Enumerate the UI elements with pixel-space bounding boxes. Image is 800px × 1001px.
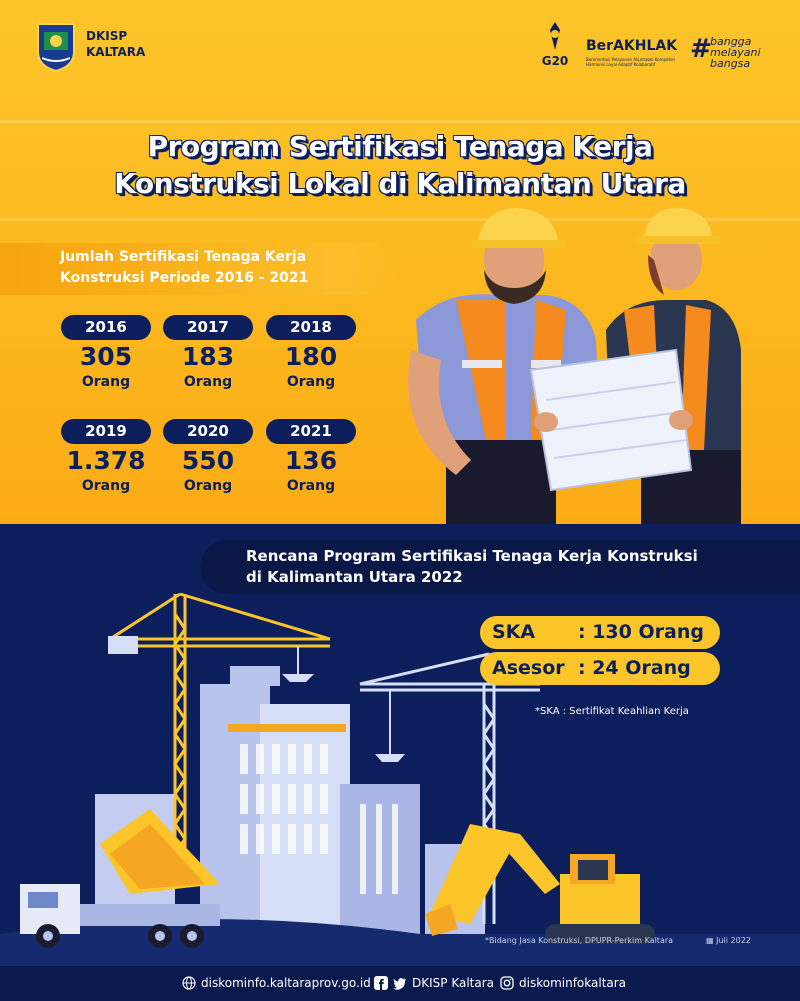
unit-label: Orang [286,374,336,390]
brand-line-2: KALTARA [86,45,146,59]
bangga-line-3: bangsa [710,57,751,70]
bottom-section [0,524,800,966]
year-badge-2020: 2020 [163,419,253,444]
unit-label: Orang [81,478,131,494]
asesor-value: : 24 Orang [578,657,691,679]
facebook-icon [374,976,388,990]
decor-band [0,120,800,123]
value-2016: 305 [79,342,133,371]
instagram-icon [500,976,514,990]
ska-value: : 130 Orang [578,621,704,643]
unit-label: Orang [183,374,233,390]
bangga-line-2: melayani [710,46,761,59]
year-badge-2019: 2019 [61,419,151,444]
date-note [706,936,751,945]
asesor-label: Asesor [492,657,565,679]
title-line-2: Konstruksi Lokal di Kalimantan Utara [114,167,686,200]
stats-heading-line-2: Konstruksi Periode 2016 - 2021 [60,270,309,286]
ska-target-pill [480,616,720,649]
value-2021: 136 [284,446,338,475]
g20-text: G20 [541,54,569,68]
year-badge-2018: 2018 [266,315,356,340]
plan-heading-line-2: di Kalimantan Utara 2022 [246,568,463,586]
footer-instagram[interactable] [500,976,626,990]
date-text: Juli 2022 [716,936,751,945]
brand-line-1: DKISP [86,29,128,43]
bangga-melayani-logo [690,32,775,72]
value-2019: 1.378 [66,446,146,475]
value-2020: 550 [181,446,235,475]
twitter-icon [393,976,407,990]
footer [0,966,800,1001]
unit-label: Orang [81,374,131,390]
unit-label: Orang [286,478,336,494]
footer-social[interactable] [374,976,494,990]
value-2017: 183 [181,342,235,371]
year-badge-2016: 2016 [61,315,151,340]
footer-website[interactable] [182,976,371,990]
social-text: DKISP Kaltara [412,976,495,990]
year-badge-2021: 2021 [266,419,356,444]
brand-name [86,28,145,60]
hash-icon: # [690,34,712,64]
calendar-icon: ▦ [706,936,717,945]
g20-logo [538,20,572,76]
year-badge-2017: 2017 [163,315,253,340]
berakhlak-tagline: Berorientasi Pelayanan Akuntabel Kompeten Harmonis Loyal Adaptif Kolaboratif [586,57,676,67]
value-2018: 180 [284,342,338,371]
berakhlak-logo: BerAKHLAK [586,38,678,54]
title-line-1: Program Sertifikasi Tenaga Kerja [147,130,653,163]
instagram-text: diskominfokaltara [519,976,627,990]
stats-heading-line-1: Jumlah Sertifikasi Tenaga Kerja [60,249,307,265]
bangga-line-1: bangga [710,35,752,48]
bangga-text [710,36,761,69]
unit-label: Orang [183,478,233,494]
stats-heading [0,243,400,295]
plan-heading-line-1: Rencana Program Sertifikasi Tenaga Kerja Konstruksi [246,547,698,565]
g20-emblem-icon [538,20,572,54]
kaltara-crest-logo [36,20,76,72]
source-note: *Bidang Jasa Konstruksi, DPUPR-Perkim Kaltara [485,936,674,945]
page-title [0,128,800,202]
ska-label: SKA [492,621,536,643]
ska-footnote: *SKA : Sertifikat Keahlian Kerja [535,706,689,717]
globe-icon [182,976,196,990]
asesor-target-pill [480,652,720,685]
construction-workers-illustration [386,200,786,524]
website-text: diskominfo.kaltaraprov.go.id [201,976,371,990]
